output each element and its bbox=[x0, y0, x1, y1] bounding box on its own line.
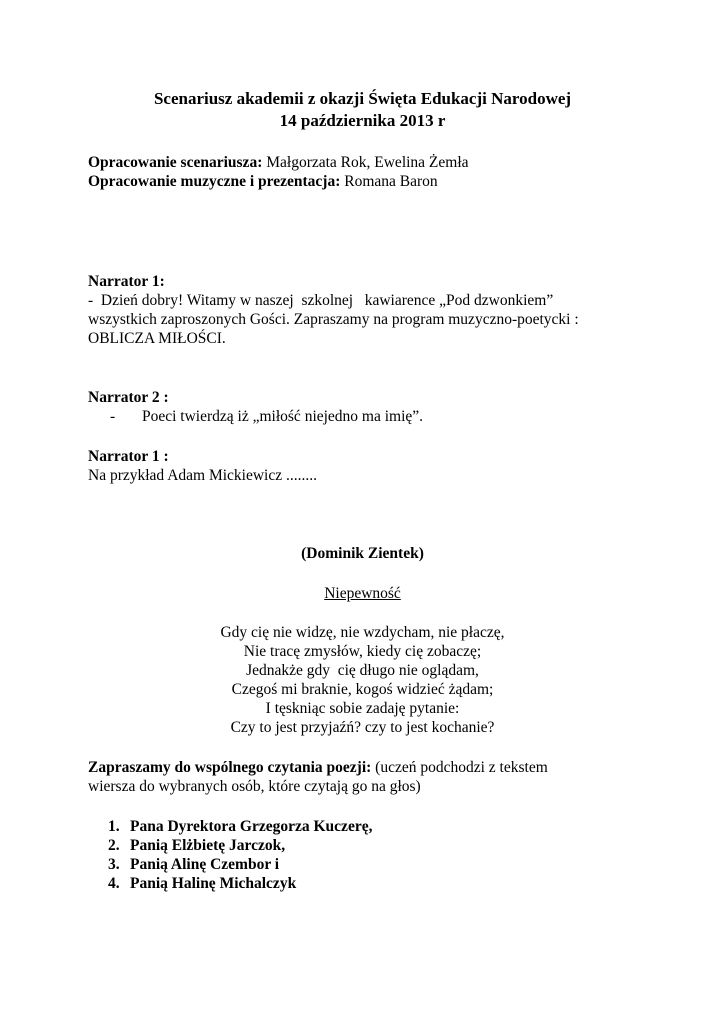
credit-music-label: Opracowanie muzyczne i prezentacja: bbox=[88, 173, 341, 190]
poem-body bbox=[0, 623, 725, 737]
narrator1-section-a bbox=[88, 272, 648, 348]
narrator-label: Narrator 1 : bbox=[88, 448, 169, 465]
invitation-line-2: wiersza do wybranych osób, które czytają go na głos) bbox=[88, 778, 421, 795]
reader-name: Panią Halinę Michalczyk bbox=[130, 875, 297, 892]
poem-line: Czy to jest przyjaźń? czy to jest kochanie? bbox=[230, 719, 495, 736]
credit-music-value: Romana Baron bbox=[340, 173, 438, 190]
narrator2-section bbox=[88, 388, 648, 426]
list-number: 1. bbox=[108, 818, 120, 835]
credit-music bbox=[88, 172, 648, 191]
list-item bbox=[108, 855, 372, 874]
invitation-text: (uczeń podchodzi z tekstem bbox=[371, 759, 548, 776]
list-number: 3. bbox=[108, 856, 120, 873]
performer-name: (Dominik Zientek) bbox=[301, 545, 424, 562]
narrator-line: OBLICZA MIŁOŚCI. bbox=[88, 330, 226, 347]
credit-script-label: Opracowanie scenariusza: bbox=[88, 154, 263, 171]
title-line-2: 14 października 2013 r bbox=[279, 111, 446, 130]
poem-line: Nie tracę zmysłów, kiedy cię zobaczę; bbox=[243, 643, 482, 660]
list-number: 4. bbox=[108, 875, 120, 892]
readers-list bbox=[108, 817, 372, 893]
invitation bbox=[88, 758, 648, 796]
poem-line: Gdy cię nie widzę, nie wzdycham, nie płaczę, bbox=[220, 624, 505, 641]
narrator-line: Na przykład Adam Mickiewicz ........ bbox=[88, 467, 317, 484]
reader-name: Pana Dyrektora Grzegorza Kuczerę, bbox=[130, 818, 373, 835]
poem-title: Niepewność bbox=[324, 585, 401, 602]
list-item bbox=[108, 836, 372, 855]
narrator-line-row bbox=[88, 407, 648, 426]
list-item bbox=[108, 874, 372, 893]
narrator-line: wszystkich zaproszonych Gości. Zapraszamy na program muzyczno-poetycki : bbox=[88, 311, 579, 328]
narrator-label: Narrator 2 : bbox=[88, 389, 169, 406]
invitation-label: Zapraszamy do wspólnego czytania poezji: bbox=[88, 759, 372, 776]
narrator-line: - Dzień dobry! Witamy w naszej szkolnej kawiarence „Pod dzwonkiem” bbox=[88, 292, 554, 309]
dash-bullet: - bbox=[110, 408, 116, 425]
poem-line: I tęskniąc sobie zadaję pytanie: bbox=[265, 700, 460, 717]
list-item bbox=[108, 817, 372, 836]
poem-line: Czegoś mi braknie, kogoś widzieć żądam; bbox=[231, 681, 494, 698]
reader-name: Panią Elżbietę Jarczok, bbox=[130, 837, 286, 854]
credit-script bbox=[88, 153, 648, 172]
list-number: 2. bbox=[108, 837, 120, 854]
title-line-1: Scenariusz akademii z okazji Święta Edukacji Narodowej bbox=[153, 89, 572, 108]
poem-title-row bbox=[0, 584, 725, 603]
reader-name: Panią Alinę Czembor i bbox=[130, 856, 280, 873]
credits bbox=[88, 153, 648, 191]
credit-script-value: Małgorzata Rok, Ewelina Żemła bbox=[262, 154, 469, 171]
invitation-line-1 bbox=[88, 758, 648, 777]
narrator1-section-b bbox=[88, 447, 648, 485]
narrator-label: Narrator 1: bbox=[88, 273, 165, 290]
narrator-line: Poeci twierdzą iż „miłość niejedno ma imię”. bbox=[142, 408, 424, 425]
poem-line: Jednakże gdy cię długo nie oglądam, bbox=[246, 662, 479, 679]
